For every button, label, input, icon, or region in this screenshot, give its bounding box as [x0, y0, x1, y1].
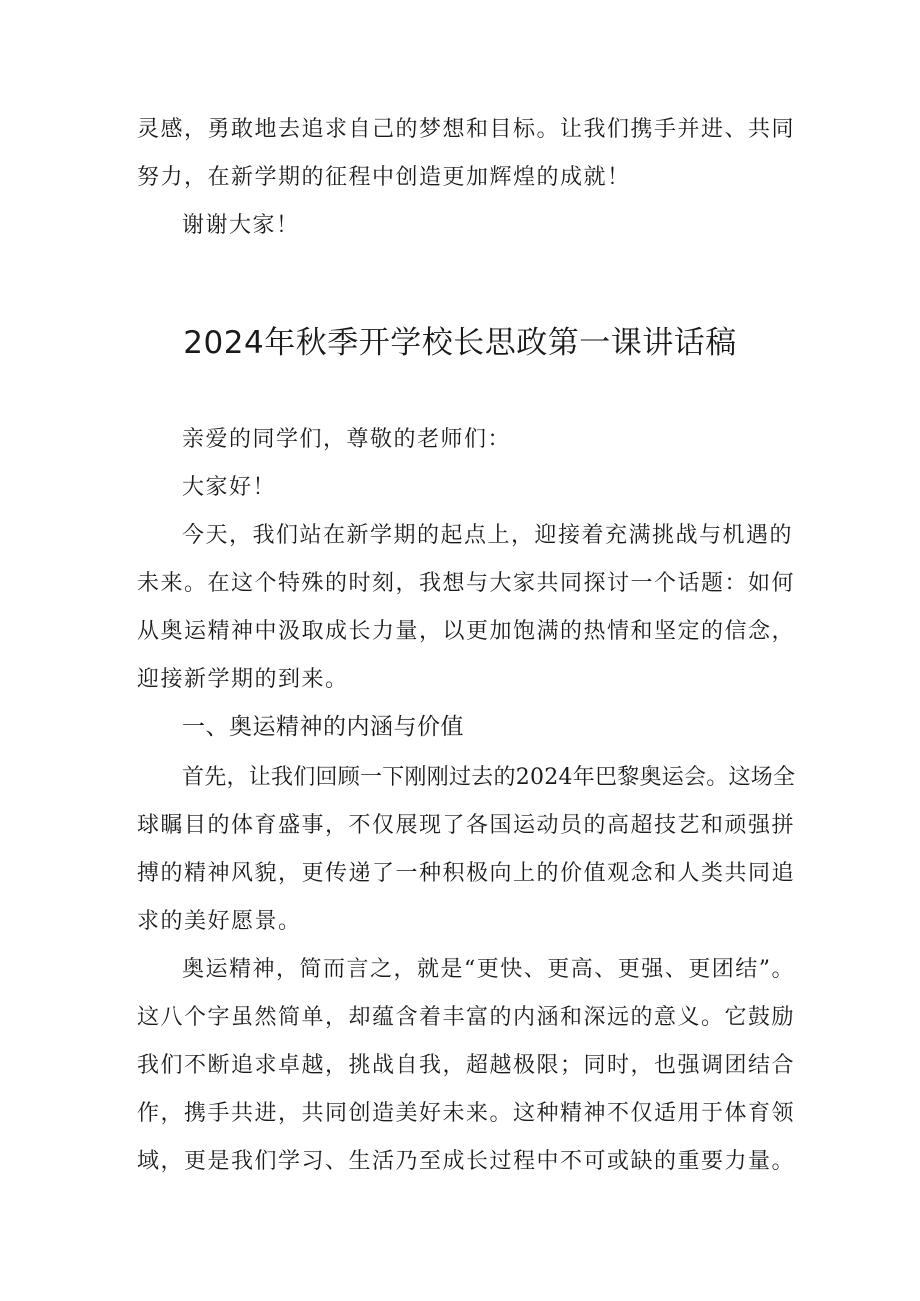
- para2-line-4: 作，携手共进，共同创造美好未来。这种精神不仅适用于体育领: [137, 1101, 796, 1126]
- intro-line-4: 迎接新学期的到来。: [137, 667, 349, 692]
- intro-line-1: 今天，我们站在新学期的起点上，迎接着充满挑战与机遇的: [182, 523, 794, 548]
- intro-line-3: 从奥运精神中汲取成长力量，以更加饱满的热情和坚定的信念，: [137, 619, 796, 644]
- para1-line-1: 首先，让我们回顾一下刚刚过去的2024年巴黎奥运会。这场全: [182, 765, 796, 790]
- para1-line-2: 球瞩目的体育盛事，不仅展现了各国运动员的高超技艺和顽强拼: [137, 813, 796, 838]
- intro-line-2: 未来。在这个特殊的时刻，我想与大家共同探讨一个话题：如何: [137, 571, 796, 596]
- greeting: 大家好！: [182, 475, 277, 500]
- para2-line-3: 我们不断追求卓越，挑战自我，超越极限；同时，也强调团结合: [137, 1053, 796, 1078]
- continuation-line-1: 灵感，勇敢地去追求自己的梦想和目标。让我们携手并进、共同: [137, 117, 796, 142]
- closing-thanks: 谢谢大家！: [182, 213, 300, 238]
- continuation-line-2: 努力，在新学期的征程中创造更加辉煌的成就！: [137, 165, 631, 190]
- para1-line-3: 搏的精神风貌，更传递了一种积极向上的价值观念和人类共同追: [137, 861, 796, 886]
- document-title: 2024年秋季开学校长思政第一课讲话稿: [183, 325, 737, 361]
- para1-line-4: 求的美好愿景。: [137, 909, 302, 934]
- salutation: 亲爱的同学们，尊敬的老师们：: [182, 427, 512, 452]
- para2-line-2: 这八个字虽然简单，却蕴含着丰富的内涵和深远的意义。它鼓励: [137, 1005, 796, 1030]
- section-heading-1: 一、奥运精神的内涵与价值: [182, 714, 464, 740]
- para2-line-5: 域，更是我们学习、生活乃至成长过程中不可或缺的重要力量。: [137, 1149, 796, 1174]
- para2-line-1: 奥运精神，简而言之，就是“更快、更高、更强、更团结”。: [182, 957, 795, 982]
